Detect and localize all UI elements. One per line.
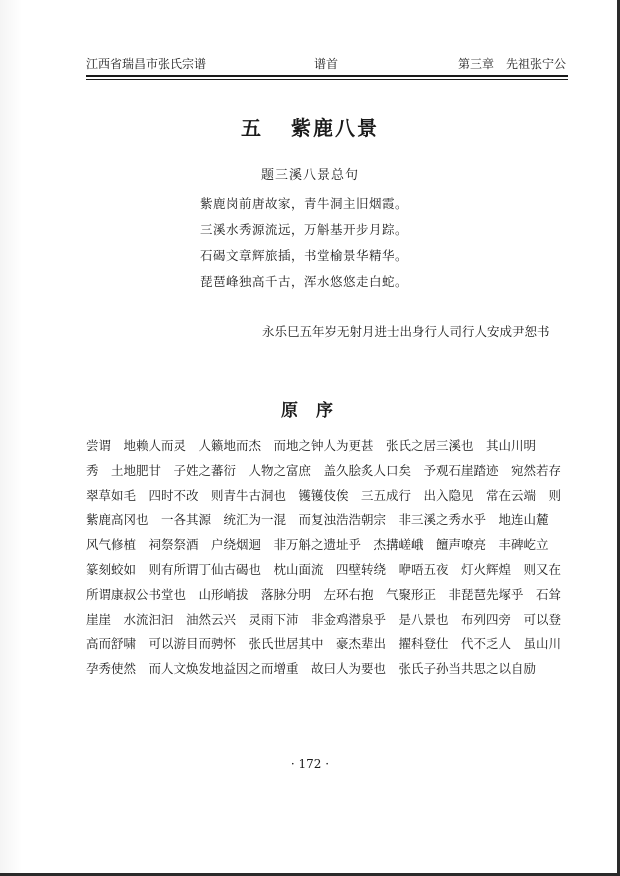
preface-line: 翠草如毛 四时不改 则青牛古洞也 镬镬伎俟 三五成行 出入隐见 常在云端 则 <box>86 487 562 503</box>
preface-line: 秀 土地肥甘 子姓之蕃衍 人物之富庶 盖久脍炙人口矣 予观石崖踏迹 宛然若存 <box>86 462 562 478</box>
preface-line: 所谓康叔公书堂也 山形峭拔 落脉分明 左环右抱 气聚形正 非琵琶先塚乎 石耸 <box>86 586 562 602</box>
poem-body <box>200 191 500 295</box>
preface-line: 尝谓 地赖人而灵 人籁地而杰 而地之钟人为更甚 张氏之居三溪也 其山川明 <box>86 438 537 453</box>
preface-title: 原序 <box>281 401 351 421</box>
poem-title: 题三溪八景总句 <box>260 168 359 183</box>
preface-line: 紫鹿高冈也 一各其源 统汇为一混 而复浊浩浩朝宗 非三溪之秀水乎 地连山麓 <box>86 512 549 528</box>
section-title: 紫鹿八景 <box>291 116 379 140</box>
preface-line: 篆刻蛟如 则有所谓丁仙古碣也 枕山面流 四壁转绕 咿唔五夜 灯火辉煌 则又在 <box>86 561 562 577</box>
poem-line: 琵琶峰独高千古，浑水悠悠走白蛇。 <box>200 274 409 289</box>
preface-line: 孕秀使然 而人文焕发地益因之而增重 故曰人为要也 张氏子孙当共思之以自励 <box>86 661 537 677</box>
poem-line: 紫鹿岗前唐故家，青牛洞主旧烟霞。 <box>200 196 409 211</box>
poem-signature: 永乐巳五年岁无射月进士出身行人司行人安成尹恕书 <box>262 324 550 339</box>
page-number: · 172 · <box>290 757 330 771</box>
preface-line: 风气修植 祠祭祭酒 户绕烟迴 非万斛之遗址乎 杰搆嵯峨 饘声嘹亮 丰碑屹立 <box>86 537 549 553</box>
header-chapter: 第三章 先祖张宁公 <box>457 57 566 71</box>
section-heading <box>0 112 620 141</box>
poem-line: 石碣文章辉旅插，书堂榆景华精华。 <box>200 248 409 263</box>
section-number: 五 <box>241 116 263 140</box>
preface-body <box>86 434 586 682</box>
running-header <box>86 55 566 73</box>
header-rule <box>86 75 568 77</box>
preface-line: 高而舒啸 可以游目而骋怀 张氏世居其中 豪杰辈出 擢科登仕 代不乏人 虽山川 <box>86 636 562 652</box>
preface-line: 崖崖 水流汩汩 油然云兴 灵雨下沛 非金鸡潜泉乎 是八景也 布列四旁 可以登 <box>86 611 562 627</box>
header-section: 谱首 <box>313 57 338 71</box>
header-book-title: 江西省瑞昌市张氏宗谱 <box>86 57 207 71</box>
poem-line: 三溪水秀源流远，万斛基开步月踪。 <box>200 222 409 237</box>
header-rule-thin <box>86 79 568 80</box>
